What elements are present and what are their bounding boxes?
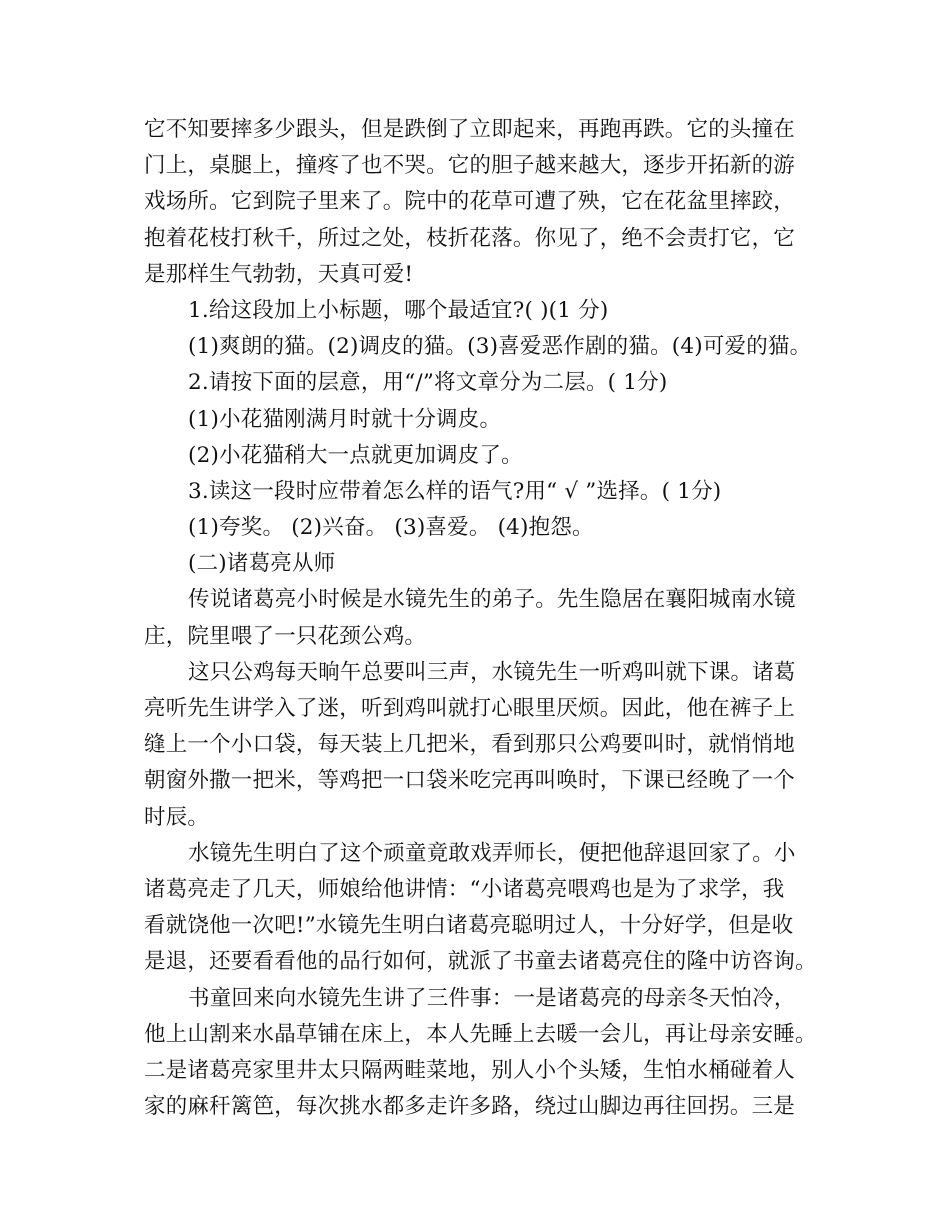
- text-line: 他上山割来水晶草铺在床上，本人先睡上去暖一会儿，再让母亲安睡。: [144, 1021, 817, 1047]
- text-line: 诸葛亮走了几天，师娘给他讲情：“小诸葛亮喂鸡也是为了求学，我: [144, 876, 785, 902]
- text-line: 传说诸葛亮小时候是水镜先生的弟子。先生隐居在襄阳城南水镜: [188, 587, 796, 613]
- page-bottom-margin: [0, 1130, 950, 1230]
- text-line: 朝窗外撒一把米，等鸡把一口袋米吃完再叫唤时，下课已经晚了一个: [144, 768, 796, 794]
- text-line: 3.读这一段时应带着怎么样的语气?用“ √ ”选择。( 1分): [188, 478, 722, 504]
- text-line: 抱着花枝打秋千，所过之处，枝折花落。你见了，绝不会责打它，它: [144, 225, 796, 251]
- text-line: 门上，桌腿上，撞疼了也不哭。它的胆子越来越大，逐步开拓新的游: [144, 153, 796, 179]
- text-line: 看就饶他一次吧!”水镜先生明白诸葛亮聪明过人，十分好学，但是收: [144, 913, 794, 939]
- text-line: 1.给这段加上小标题，哪个最适宜?( )(1 分): [188, 297, 609, 323]
- text-line: 是退，还要看看他的品行如何，就派了书童去诸葛亮住的隆中访咨询。: [144, 949, 817, 975]
- text-line: 水镜先生明白了这个顽童竟敢戏弄师长，便把他辞退回家了。小: [188, 840, 796, 866]
- text-line: 时辰。: [144, 804, 210, 830]
- text-line: (1)爽朗的猫。(2)调皮的猫。(3)喜爱恶作剧的猫。(4)可爱的猫。: [188, 334, 812, 360]
- text-line: 家的麻秆篱笆，每次挑水都多走许多路，绕过山脚边再往回拐。三是: [144, 1094, 796, 1120]
- text-line: (2)小花猫稍大一点就更加调皮了。: [188, 442, 523, 468]
- text-line: (1)小花猫刚满月时就十分调皮。: [188, 406, 502, 432]
- text-line: (1)夸奖。 (2)兴奋。 (3)喜爱。 (4)抱怨。: [188, 515, 594, 541]
- text-line: 书童回来向水镜先生讲了三件事：一是诸葛亮的母亲冬天怕冷，: [188, 985, 796, 1011]
- text-line: 2.请按下面的层意，用“/”将文章分为二层。( 1分): [188, 370, 668, 396]
- text-line: 亮听先生讲学入了迷，听到鸡叫就打心眼里厌烦。因此，他在裤子上: [144, 696, 796, 721]
- text-line: 二是诸葛亮家里井太只隔两畦菜地，别人小个头矮，生怕水桶碰着人: [144, 1057, 796, 1083]
- text-line: 它不知要摔多少跟头，但是跌倒了立即起来，再跑再跌。它的头撞在: [144, 117, 796, 142]
- text-line: 庄，院里喂了一只花颈公鸡。: [144, 623, 427, 649]
- text-line: 缝上一个小口袋，每天装上几把米，看到那只公鸡要叫时，就悄悄地: [144, 732, 796, 758]
- document-body: [144, 112, 817, 1125]
- text-line: (二)诸葛亮从师: [188, 551, 336, 577]
- text-line: 这只公鸡每天晌午总要叫三声，水镜先生一听鸡叫就下课。诸葛: [188, 659, 796, 685]
- text-line: 是那样生气勃勃，天真可爱!: [144, 261, 414, 287]
- text-line: 戏场所。它到院子里来了。院中的花草可遭了殃，它在花盆里摔跤，: [144, 189, 796, 215]
